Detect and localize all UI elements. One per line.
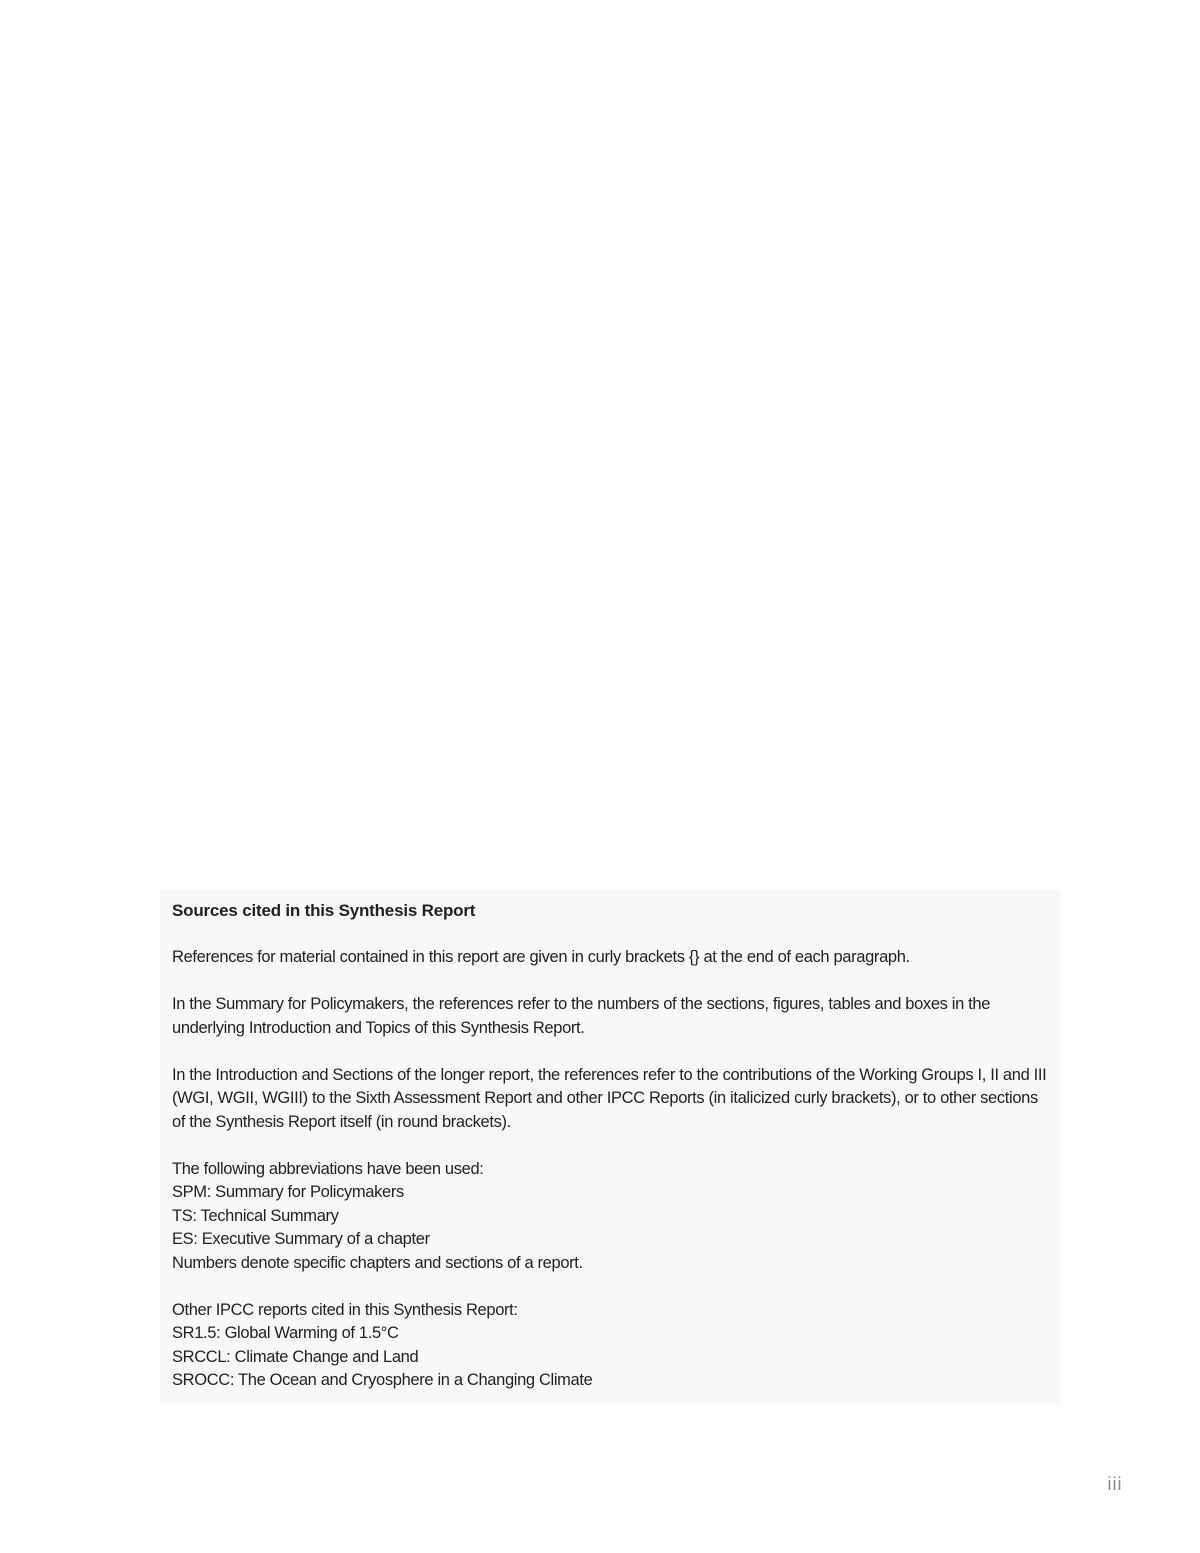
other-reports-list (172, 1299, 1050, 1393)
other-report-item: SROCC: The Ocean and Cryosphere in a Changing Climate (172, 1371, 593, 1389)
other-report-item: SRCCL: Climate Change and Land (172, 1347, 419, 1366)
sources-title: Sources cited in this Synthesis Report (172, 901, 476, 920)
abbreviations-list (172, 1158, 1050, 1276)
abbreviation-item: ES: Executive Summary of a chapter (172, 1230, 430, 1248)
other-report-item: SR1.5: Global Warming of 1.5°C (172, 1324, 399, 1342)
abbreviations-intro: The following abbreviations have been used: (172, 1159, 484, 1178)
paragraph-curly-brackets: References for material contained in this report are given in curly brackets {} at the end of each paragraph. (172, 948, 910, 966)
abbreviation-item: SPM: Summary for Policymakers (172, 1183, 404, 1201)
sources-box (160, 890, 1060, 1404)
abbreviations-note: Numbers denote specific chapters and sections of a report. (172, 1253, 583, 1272)
other-reports-intro: Other IPCC reports cited in this Synthesis Report: (172, 1300, 518, 1319)
paragraph-spm-references: In the Summary for Policymakers, the references refer to the numbers of the sections, figures, tables and boxes in the underlying Introduction and Topics of this Synthesis Report. (172, 995, 991, 1037)
paragraph-longer-report-references: In the Introduction and Sections of the longer report, the references refer to the contributions of the Working Groups I, II and III (WGI, WGII, WGIII) to the Sixth Assessment Report and other IPCC Reports (in italicized curly brackets), or to other sections of the Synthesis Report itself (in round brackets). (172, 1065, 1047, 1131)
page-number: iii (1107, 1474, 1123, 1494)
abbreviation-item: TS: Technical Summary (172, 1206, 339, 1225)
